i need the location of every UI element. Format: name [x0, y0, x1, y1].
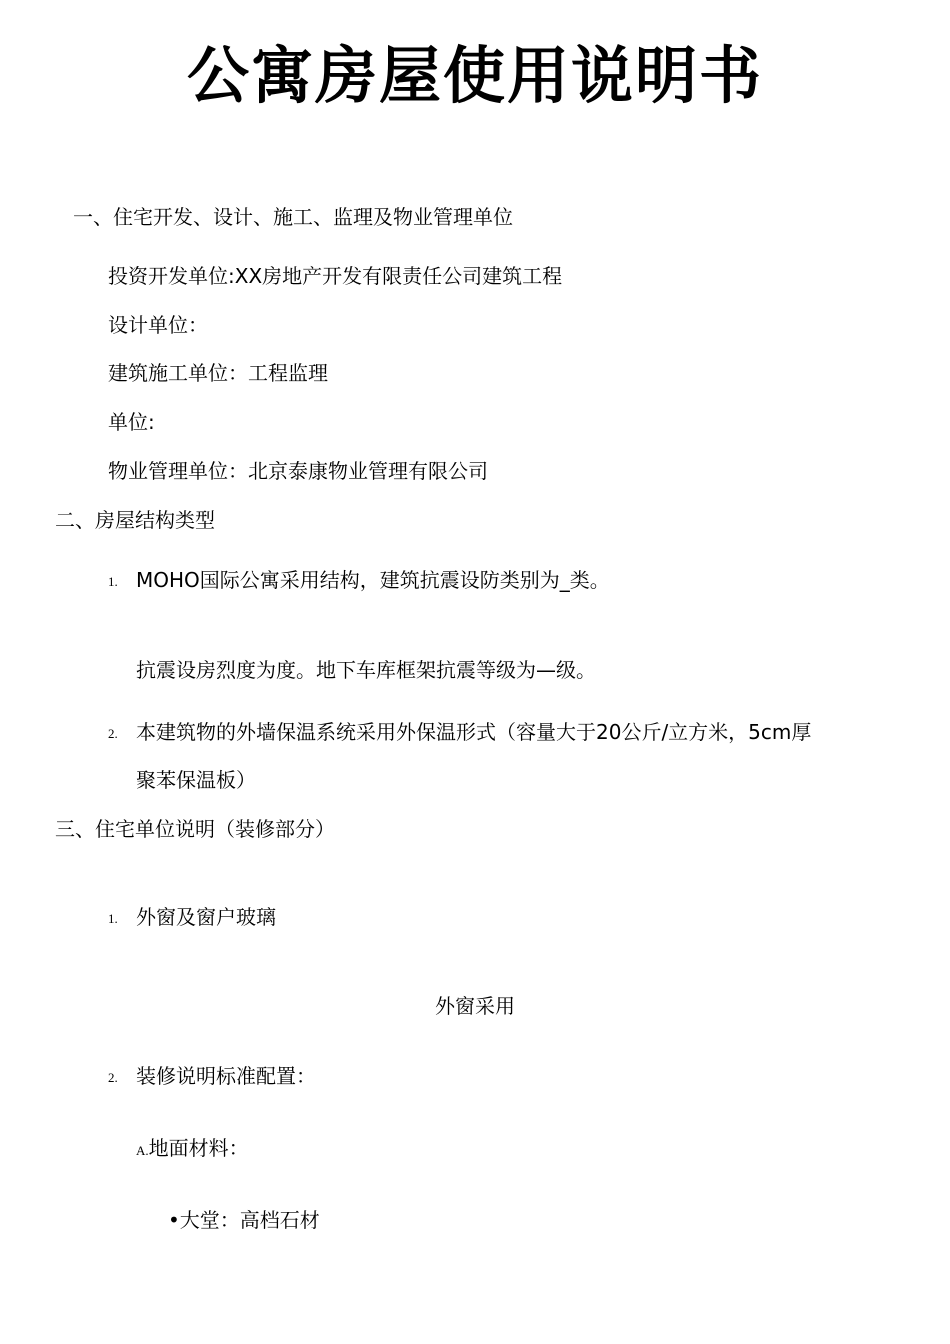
structure-item-continuation: 抗震设房烈度为度。地下车库框架抗震等级为—级。	[136, 658, 596, 682]
lobby-text: 大堂：高档石材	[179, 1208, 320, 1232]
structure-item-text: MOHO国际公寓采用结构，建筑抗震设防类别为_类。	[136, 568, 610, 592]
list-number: 2.	[108, 1070, 118, 1085]
developer-line: 投资开发单位:XX房地产开发有限责任公司建筑工程	[108, 264, 563, 288]
insulation-item-continuation: 聚苯保温板）	[136, 768, 256, 792]
decoration-item-text: 装修说明标准配置：	[136, 1064, 316, 1088]
document-title: 公寓房屋使用说明书	[186, 39, 763, 112]
designer-line: 设计单位：	[108, 313, 208, 337]
construction-line: 建筑施工单位：工程监理	[108, 361, 328, 385]
list-number: 2.	[108, 726, 118, 741]
list-number: 1.	[108, 911, 118, 926]
section-3-heading: 三、住宅单位说明（装修部分）	[55, 817, 335, 841]
sub-list-marker: A.	[136, 1143, 149, 1158]
list-number: 1.	[108, 574, 118, 589]
property-management-line: 物业管理单位：北京泰康物业管理有限公司	[108, 459, 488, 483]
windows-centered-text: 外窗采用	[435, 994, 515, 1018]
floor-materials-text: 地面材料：	[148, 1136, 249, 1160]
floor-materials-line	[136, 1134, 249, 1165]
unit-line: 单位:	[108, 410, 155, 434]
windows-item-text: 外窗及窗户玻璃	[136, 905, 276, 929]
bullet-marker: •	[168, 1208, 180, 1232]
lobby-line	[168, 1206, 320, 1234]
section-2-heading: 二、房屋结构类型	[55, 508, 215, 532]
insulation-item-text: 本建筑物的外墙保温系统采用外保温形式（容量大于20公斤/立方米，5cm厚	[136, 720, 812, 744]
section-1-heading: 一、住宅开发、设计、施工、监理及物业管理单位	[73, 205, 513, 229]
